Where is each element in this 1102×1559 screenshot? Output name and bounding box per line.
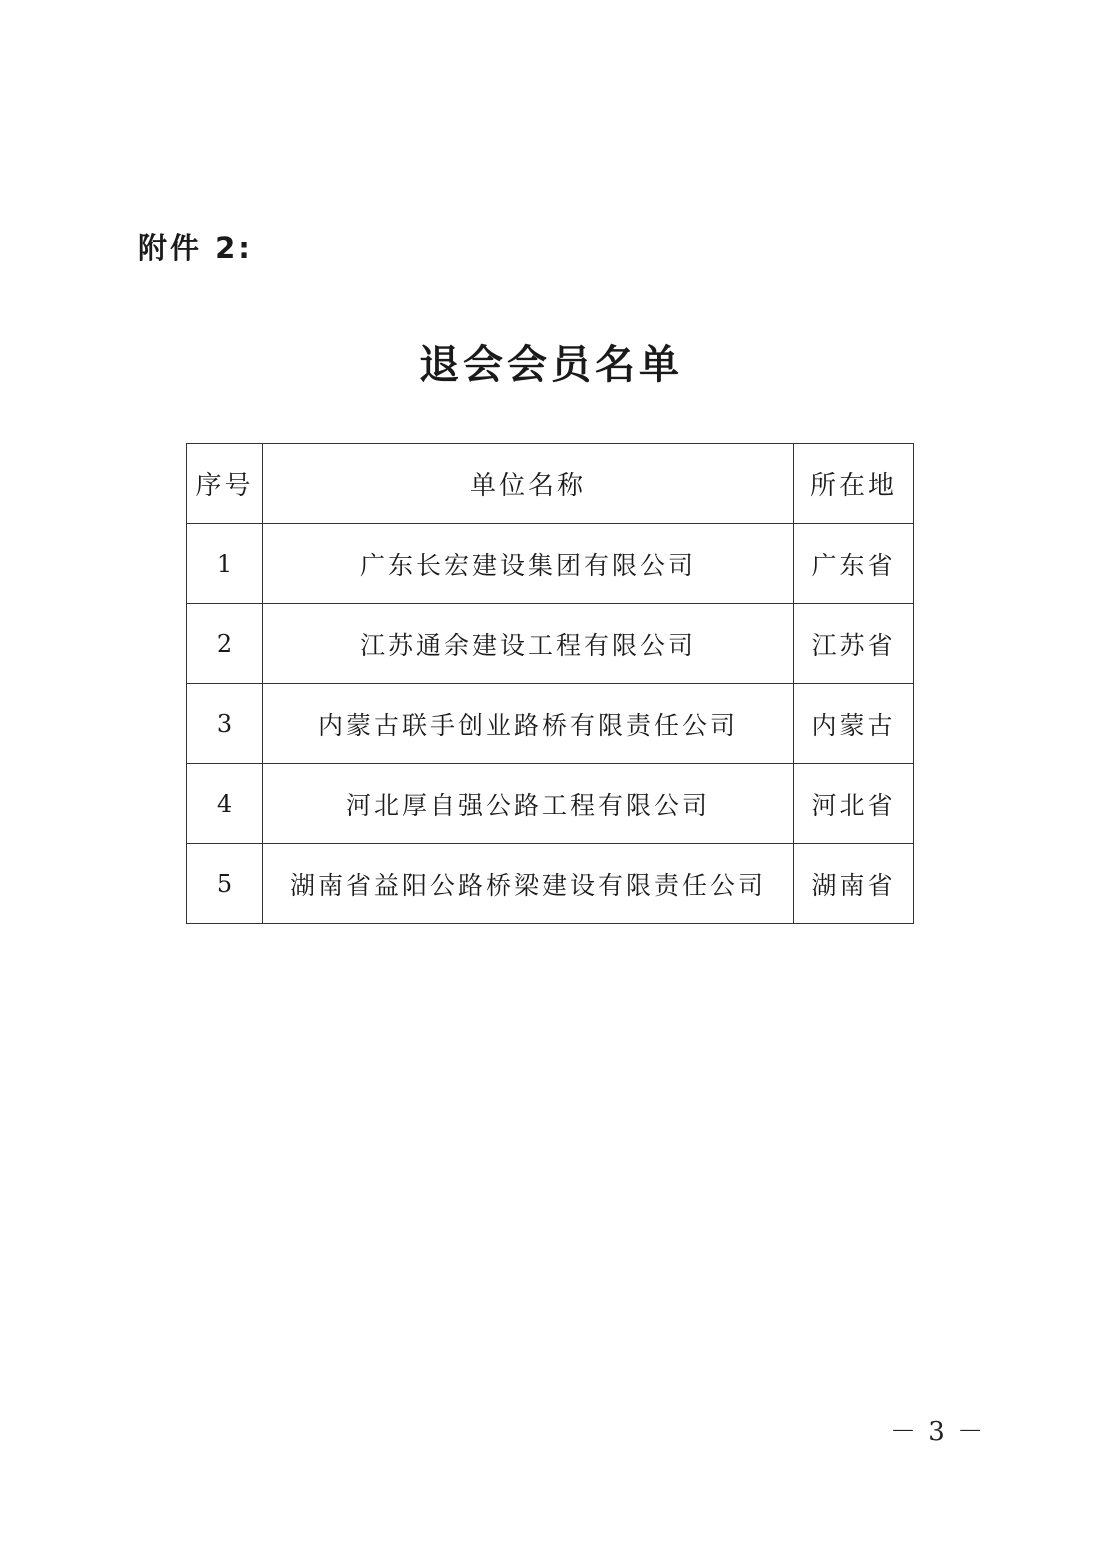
row-seq: 4 (187, 764, 263, 844)
page-number: － 3 － (890, 1417, 986, 1447)
row-seq: 2 (187, 604, 263, 684)
row-seq: 3 (187, 684, 263, 764)
header-seq: 序号 (187, 444, 263, 524)
row-unit-name: 湖南省益阳公路桥梁建设有限责任公司 (263, 844, 794, 924)
table-row (187, 844, 914, 924)
row-seq: 5 (187, 844, 263, 924)
row-unit-name: 内蒙古联手创业路桥有限责任公司 (263, 684, 794, 764)
attachment-label: 附件 2: (138, 231, 253, 265)
table-row (187, 764, 914, 844)
member-table (186, 443, 914, 924)
row-location: 江苏省 (794, 604, 914, 684)
row-unit-name: 河北厚自强公路工程有限公司 (263, 764, 794, 844)
row-location: 内蒙古 (794, 684, 914, 764)
table-row (187, 524, 914, 604)
header-location: 所在地 (794, 444, 914, 524)
row-unit-name: 广东长宏建设集团有限公司 (263, 524, 794, 604)
row-seq: 1 (187, 524, 263, 604)
table-header-row (187, 444, 914, 524)
row-location: 河北省 (794, 764, 914, 844)
table-row (187, 684, 914, 764)
header-unit-name: 单位名称 (263, 444, 794, 524)
row-location: 广东省 (794, 524, 914, 604)
row-location: 湖南省 (794, 844, 914, 924)
document-title: 退会会员名单 (419, 341, 683, 388)
row-unit-name: 江苏通余建设工程有限公司 (263, 604, 794, 684)
table-row (187, 604, 914, 684)
